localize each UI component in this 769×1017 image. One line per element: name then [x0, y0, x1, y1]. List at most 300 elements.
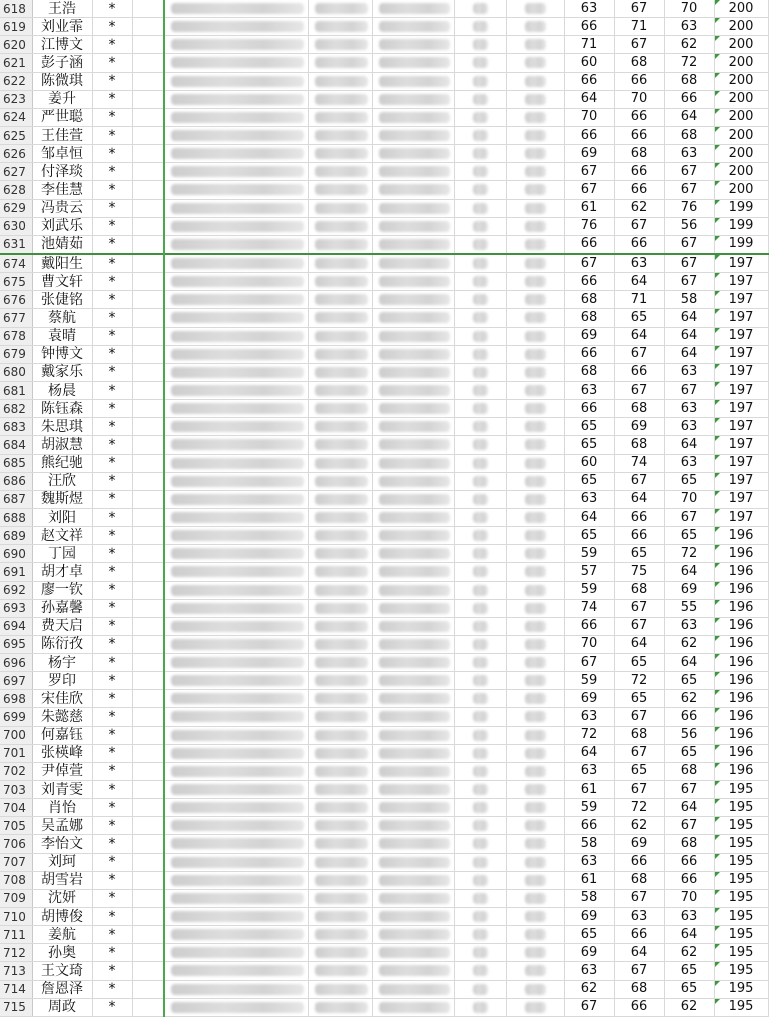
- redacted-cell[interactable]: [454, 381, 506, 399]
- redacted-cell[interactable]: [372, 998, 454, 1016]
- empty-cell[interactable]: [132, 418, 164, 436]
- row-number[interactable]: 627: [0, 163, 32, 181]
- redacted-cell[interactable]: [454, 54, 506, 72]
- table-row[interactable]: [0, 472, 768, 490]
- student-name-cell[interactable]: 张楧峰: [32, 744, 92, 762]
- row-number[interactable]: 715: [0, 998, 32, 1016]
- student-name-cell[interactable]: 池婧茹: [32, 235, 92, 254]
- redacted-cell[interactable]: [454, 273, 506, 291]
- empty-cell[interactable]: [132, 563, 164, 581]
- empty-cell[interactable]: [132, 635, 164, 653]
- row-number[interactable]: 694: [0, 617, 32, 635]
- redacted-cell[interactable]: [372, 199, 454, 217]
- total-score-cell[interactable]: 200: [714, 72, 768, 90]
- redacted-cell[interactable]: [308, 817, 372, 835]
- redacted-cell[interactable]: [506, 654, 564, 672]
- student-name-cell[interactable]: 邹卓恒: [32, 145, 92, 163]
- redacted-cell[interactable]: [308, 18, 372, 36]
- redacted-cell[interactable]: [164, 181, 308, 199]
- redacted-cell[interactable]: [506, 217, 564, 235]
- table-row[interactable]: [0, 108, 768, 126]
- marker-cell[interactable]: *: [92, 291, 132, 309]
- redacted-cell[interactable]: [506, 708, 564, 726]
- score-1-cell[interactable]: 58: [564, 889, 614, 907]
- table-row[interactable]: [0, 871, 768, 889]
- empty-cell[interactable]: [132, 998, 164, 1016]
- redacted-cell[interactable]: [308, 327, 372, 345]
- student-name-cell[interactable]: 杨宇: [32, 654, 92, 672]
- redacted-cell[interactable]: [372, 490, 454, 508]
- total-score-cell[interactable]: 200: [714, 18, 768, 36]
- table-row[interactable]: [0, 908, 768, 926]
- empty-cell[interactable]: [132, 617, 164, 635]
- score-2-cell[interactable]: 67: [614, 617, 664, 635]
- row-number[interactable]: 619: [0, 18, 32, 36]
- redacted-cell[interactable]: [372, 217, 454, 235]
- student-name-cell[interactable]: 詹恩泽: [32, 980, 92, 998]
- total-score-cell[interactable]: 196: [714, 635, 768, 653]
- redacted-cell[interactable]: [372, 18, 454, 36]
- score-1-cell[interactable]: 65: [564, 926, 614, 944]
- redacted-cell[interactable]: [372, 527, 454, 545]
- total-score-cell[interactable]: 197: [714, 418, 768, 436]
- score-2-cell[interactable]: 68: [614, 726, 664, 744]
- total-score-cell[interactable]: 196: [714, 581, 768, 599]
- redacted-cell[interactable]: [308, 835, 372, 853]
- marker-cell[interactable]: *: [92, 400, 132, 418]
- row-number[interactable]: 711: [0, 926, 32, 944]
- redacted-cell[interactable]: [164, 126, 308, 144]
- score-3-cell[interactable]: 69: [664, 581, 714, 599]
- marker-cell[interactable]: *: [92, 273, 132, 291]
- redacted-cell[interactable]: [308, 381, 372, 399]
- score-1-cell[interactable]: 61: [564, 199, 614, 217]
- student-name-cell[interactable]: 钟博文: [32, 345, 92, 363]
- redacted-cell[interactable]: [308, 635, 372, 653]
- redacted-cell[interactable]: [506, 163, 564, 181]
- redacted-cell[interactable]: [372, 235, 454, 254]
- table-row[interactable]: [0, 944, 768, 962]
- total-score-cell[interactable]: 195: [714, 781, 768, 799]
- redacted-cell[interactable]: [454, 762, 506, 780]
- table-row[interactable]: [0, 744, 768, 762]
- redacted-cell[interactable]: [308, 944, 372, 962]
- redacted-cell[interactable]: [308, 853, 372, 871]
- redacted-cell[interactable]: [454, 835, 506, 853]
- redacted-cell[interactable]: [506, 853, 564, 871]
- score-1-cell[interactable]: 66: [564, 18, 614, 36]
- row-number[interactable]: 629: [0, 199, 32, 217]
- marker-cell[interactable]: *: [92, 418, 132, 436]
- empty-cell[interactable]: [132, 581, 164, 599]
- row-number[interactable]: 710: [0, 908, 32, 926]
- redacted-cell[interactable]: [372, 418, 454, 436]
- row-number[interactable]: 620: [0, 36, 32, 54]
- redacted-cell[interactable]: [308, 217, 372, 235]
- redacted-cell[interactable]: [308, 545, 372, 563]
- redacted-cell[interactable]: [308, 273, 372, 291]
- row-number[interactable]: 707: [0, 853, 32, 871]
- total-score-cell[interactable]: 197: [714, 273, 768, 291]
- score-3-cell[interactable]: 72: [664, 545, 714, 563]
- score-3-cell[interactable]: 58: [664, 291, 714, 309]
- score-2-cell[interactable]: 71: [614, 291, 664, 309]
- student-name-cell[interactable]: 李佳慧: [32, 181, 92, 199]
- redacted-cell[interactable]: [454, 217, 506, 235]
- score-1-cell[interactable]: 59: [564, 672, 614, 690]
- redacted-cell[interactable]: [506, 145, 564, 163]
- total-score-cell[interactable]: 195: [714, 962, 768, 980]
- redacted-cell[interactable]: [372, 273, 454, 291]
- redacted-cell[interactable]: [454, 145, 506, 163]
- row-number[interactable]: 701: [0, 744, 32, 762]
- marker-cell[interactable]: *: [92, 799, 132, 817]
- score-3-cell[interactable]: 68: [664, 762, 714, 780]
- row-number[interactable]: 621: [0, 54, 32, 72]
- redacted-cell[interactable]: [372, 508, 454, 526]
- score-3-cell[interactable]: 67: [664, 181, 714, 199]
- redacted-cell[interactable]: [164, 36, 308, 54]
- redacted-cell[interactable]: [164, 871, 308, 889]
- student-name-cell[interactable]: 胡淑慧: [32, 436, 92, 454]
- redacted-cell[interactable]: [164, 436, 308, 454]
- empty-cell[interactable]: [132, 436, 164, 454]
- redacted-cell[interactable]: [308, 54, 372, 72]
- score-1-cell[interactable]: 65: [564, 418, 614, 436]
- score-3-cell[interactable]: 55: [664, 599, 714, 617]
- redacted-cell[interactable]: [506, 254, 564, 273]
- table-row[interactable]: [0, 781, 768, 799]
- redacted-cell[interactable]: [308, 744, 372, 762]
- student-name-cell[interactable]: 陈衍孜: [32, 635, 92, 653]
- score-3-cell[interactable]: 64: [664, 309, 714, 327]
- score-2-cell[interactable]: 64: [614, 490, 664, 508]
- redacted-cell[interactable]: [372, 908, 454, 926]
- redacted-cell[interactable]: [164, 690, 308, 708]
- redacted-cell[interactable]: [164, 708, 308, 726]
- total-score-cell[interactable]: 196: [714, 672, 768, 690]
- row-number[interactable]: 684: [0, 436, 32, 454]
- table-row[interactable]: [0, 36, 768, 54]
- redacted-cell[interactable]: [506, 508, 564, 526]
- score-2-cell[interactable]: 66: [614, 126, 664, 144]
- total-score-cell[interactable]: 200: [714, 108, 768, 126]
- row-number[interactable]: 626: [0, 145, 32, 163]
- score-2-cell[interactable]: 70: [614, 90, 664, 108]
- row-number[interactable]: 625: [0, 126, 32, 144]
- redacted-cell[interactable]: [372, 345, 454, 363]
- redacted-cell[interactable]: [454, 654, 506, 672]
- table-row[interactable]: [0, 90, 768, 108]
- row-number[interactable]: 618: [0, 0, 32, 18]
- score-3-cell[interactable]: 68: [664, 72, 714, 90]
- score-2-cell[interactable]: 65: [614, 309, 664, 327]
- row-number[interactable]: 688: [0, 508, 32, 526]
- score-1-cell[interactable]: 68: [564, 363, 614, 381]
- redacted-cell[interactable]: [506, 291, 564, 309]
- score-1-cell[interactable]: 63: [564, 381, 614, 399]
- redacted-cell[interactable]: [506, 726, 564, 744]
- score-3-cell[interactable]: 70: [664, 490, 714, 508]
- redacted-cell[interactable]: [308, 980, 372, 998]
- student-name-cell[interactable]: 王佳萱: [32, 126, 92, 144]
- table-row[interactable]: [0, 762, 768, 780]
- redacted-cell[interactable]: [308, 254, 372, 273]
- score-3-cell[interactable]: 63: [664, 418, 714, 436]
- table-row[interactable]: [0, 726, 768, 744]
- redacted-cell[interactable]: [164, 18, 308, 36]
- redacted-cell[interactable]: [164, 72, 308, 90]
- row-number[interactable]: 676: [0, 291, 32, 309]
- redacted-cell[interactable]: [372, 108, 454, 126]
- redacted-cell[interactable]: [454, 418, 506, 436]
- total-score-cell[interactable]: 196: [714, 762, 768, 780]
- student-name-cell[interactable]: 吴孟娜: [32, 817, 92, 835]
- redacted-cell[interactable]: [164, 454, 308, 472]
- empty-cell[interactable]: [132, 108, 164, 126]
- student-name-cell[interactable]: 朱懿慈: [32, 708, 92, 726]
- score-2-cell[interactable]: 63: [614, 254, 664, 273]
- row-number[interactable]: 697: [0, 672, 32, 690]
- marker-cell[interactable]: *: [92, 581, 132, 599]
- row-number[interactable]: 690: [0, 545, 32, 563]
- empty-cell[interactable]: [132, 0, 164, 18]
- score-2-cell[interactable]: 63: [614, 908, 664, 926]
- score-1-cell[interactable]: 66: [564, 817, 614, 835]
- redacted-cell[interactable]: [164, 163, 308, 181]
- redacted-cell[interactable]: [454, 36, 506, 54]
- score-1-cell[interactable]: 60: [564, 454, 614, 472]
- table-row[interactable]: [0, 635, 768, 653]
- score-1-cell[interactable]: 71: [564, 36, 614, 54]
- redacted-cell[interactable]: [372, 962, 454, 980]
- table-row[interactable]: [0, 926, 768, 944]
- table-row[interactable]: [0, 454, 768, 472]
- redacted-cell[interactable]: [506, 581, 564, 599]
- table-row[interactable]: [0, 291, 768, 309]
- total-score-cell[interactable]: 197: [714, 490, 768, 508]
- score-1-cell[interactable]: 69: [564, 145, 614, 163]
- score-2-cell[interactable]: 67: [614, 0, 664, 18]
- score-1-cell[interactable]: 67: [564, 181, 614, 199]
- redacted-cell[interactable]: [308, 181, 372, 199]
- score-1-cell[interactable]: 63: [564, 762, 614, 780]
- marker-cell[interactable]: *: [92, 817, 132, 835]
- score-1-cell[interactable]: 64: [564, 508, 614, 526]
- score-2-cell[interactable]: 66: [614, 181, 664, 199]
- score-1-cell[interactable]: 61: [564, 781, 614, 799]
- score-2-cell[interactable]: 66: [614, 926, 664, 944]
- table-row[interactable]: [0, 672, 768, 690]
- student-name-cell[interactable]: 罗印: [32, 672, 92, 690]
- redacted-cell[interactable]: [164, 309, 308, 327]
- score-2-cell[interactable]: 66: [614, 235, 664, 254]
- student-name-cell[interactable]: 宋佳欣: [32, 690, 92, 708]
- student-name-cell[interactable]: 孙嘉馨: [32, 599, 92, 617]
- redacted-cell[interactable]: [506, 635, 564, 653]
- total-score-cell[interactable]: 195: [714, 835, 768, 853]
- redacted-cell[interactable]: [372, 126, 454, 144]
- empty-cell[interactable]: [132, 18, 164, 36]
- redacted-cell[interactable]: [454, 309, 506, 327]
- total-score-cell[interactable]: 200: [714, 145, 768, 163]
- redacted-cell[interactable]: [506, 781, 564, 799]
- redacted-cell[interactable]: [506, 18, 564, 36]
- redacted-cell[interactable]: [454, 327, 506, 345]
- redacted-cell[interactable]: [454, 163, 506, 181]
- redacted-cell[interactable]: [308, 418, 372, 436]
- redacted-cell[interactable]: [308, 108, 372, 126]
- redacted-cell[interactable]: [372, 980, 454, 998]
- empty-cell[interactable]: [132, 400, 164, 418]
- redacted-cell[interactable]: [454, 472, 506, 490]
- redacted-cell[interactable]: [164, 599, 308, 617]
- redacted-cell[interactable]: [454, 490, 506, 508]
- score-2-cell[interactable]: 71: [614, 18, 664, 36]
- score-2-cell[interactable]: 72: [614, 672, 664, 690]
- score-1-cell[interactable]: 58: [564, 835, 614, 853]
- score-3-cell[interactable]: 63: [664, 400, 714, 418]
- marker-cell[interactable]: *: [92, 908, 132, 926]
- score-1-cell[interactable]: 67: [564, 254, 614, 273]
- student-name-cell[interactable]: 付泽琰: [32, 163, 92, 181]
- table-row[interactable]: [0, 309, 768, 327]
- redacted-cell[interactable]: [164, 54, 308, 72]
- score-2-cell[interactable]: 67: [614, 962, 664, 980]
- row-number[interactable]: 709: [0, 889, 32, 907]
- total-score-cell[interactable]: 196: [714, 654, 768, 672]
- student-name-cell[interactable]: 戴家乐: [32, 363, 92, 381]
- student-name-cell[interactable]: 蔡航: [32, 309, 92, 327]
- marker-cell[interactable]: *: [92, 563, 132, 581]
- empty-cell[interactable]: [132, 744, 164, 762]
- score-1-cell[interactable]: 63: [564, 0, 614, 18]
- score-1-cell[interactable]: 59: [564, 581, 614, 599]
- score-2-cell[interactable]: 67: [614, 599, 664, 617]
- student-name-cell[interactable]: 何嘉钰: [32, 726, 92, 744]
- score-2-cell[interactable]: 66: [614, 853, 664, 871]
- redacted-cell[interactable]: [372, 926, 454, 944]
- row-number[interactable]: 691: [0, 563, 32, 581]
- table-row[interactable]: [0, 708, 768, 726]
- redacted-cell[interactable]: [164, 835, 308, 853]
- redacted-cell[interactable]: [454, 254, 506, 273]
- student-name-cell[interactable]: 杨晨: [32, 381, 92, 399]
- marker-cell[interactable]: *: [92, 345, 132, 363]
- table-row[interactable]: [0, 381, 768, 399]
- empty-cell[interactable]: [132, 527, 164, 545]
- score-3-cell[interactable]: 63: [664, 145, 714, 163]
- student-name-cell[interactable]: 丁园: [32, 545, 92, 563]
- marker-cell[interactable]: *: [92, 72, 132, 90]
- score-3-cell[interactable]: 67: [664, 781, 714, 799]
- redacted-cell[interactable]: [506, 799, 564, 817]
- table-row[interactable]: [0, 273, 768, 291]
- marker-cell[interactable]: *: [92, 0, 132, 18]
- redacted-cell[interactable]: [454, 690, 506, 708]
- table-row[interactable]: [0, 72, 768, 90]
- table-row[interactable]: [0, 599, 768, 617]
- redacted-cell[interactable]: [506, 889, 564, 907]
- redacted-cell[interactable]: [308, 871, 372, 889]
- student-name-cell[interactable]: 赵文祥: [32, 527, 92, 545]
- score-3-cell[interactable]: 64: [664, 926, 714, 944]
- score-2-cell[interactable]: 64: [614, 327, 664, 345]
- redacted-cell[interactable]: [164, 327, 308, 345]
- score-1-cell[interactable]: 61: [564, 871, 614, 889]
- redacted-cell[interactable]: [308, 436, 372, 454]
- redacted-cell[interactable]: [308, 163, 372, 181]
- student-name-cell[interactable]: 严世聪: [32, 108, 92, 126]
- redacted-cell[interactable]: [164, 217, 308, 235]
- redacted-cell[interactable]: [372, 690, 454, 708]
- score-3-cell[interactable]: 64: [664, 436, 714, 454]
- table-row[interactable]: [0, 217, 768, 235]
- score-1-cell[interactable]: 70: [564, 108, 614, 126]
- marker-cell[interactable]: *: [92, 708, 132, 726]
- student-name-cell[interactable]: 曹文轩: [32, 273, 92, 291]
- redacted-cell[interactable]: [372, 563, 454, 581]
- table-row[interactable]: [0, 254, 768, 273]
- score-2-cell[interactable]: 66: [614, 508, 664, 526]
- redacted-cell[interactable]: [454, 980, 506, 998]
- redacted-cell[interactable]: [506, 400, 564, 418]
- table-row[interactable]: [0, 617, 768, 635]
- total-score-cell[interactable]: 197: [714, 309, 768, 327]
- redacted-cell[interactable]: [454, 744, 506, 762]
- redacted-cell[interactable]: [506, 980, 564, 998]
- redacted-cell[interactable]: [454, 962, 506, 980]
- score-2-cell[interactable]: 69: [614, 418, 664, 436]
- redacted-cell[interactable]: [164, 926, 308, 944]
- score-2-cell[interactable]: 67: [614, 36, 664, 54]
- marker-cell[interactable]: *: [92, 199, 132, 217]
- empty-cell[interactable]: [132, 726, 164, 744]
- table-row[interactable]: [0, 835, 768, 853]
- row-number[interactable]: 680: [0, 363, 32, 381]
- redacted-cell[interactable]: [372, 545, 454, 563]
- empty-cell[interactable]: [132, 345, 164, 363]
- total-score-cell[interactable]: 196: [714, 690, 768, 708]
- redacted-cell[interactable]: [506, 454, 564, 472]
- score-2-cell[interactable]: 65: [614, 690, 664, 708]
- empty-cell[interactable]: [132, 291, 164, 309]
- redacted-cell[interactable]: [506, 108, 564, 126]
- empty-cell[interactable]: [132, 762, 164, 780]
- score-2-cell[interactable]: 67: [614, 345, 664, 363]
- student-name-cell[interactable]: 汪欣: [32, 472, 92, 490]
- marker-cell[interactable]: *: [92, 235, 132, 254]
- redacted-cell[interactable]: [454, 235, 506, 254]
- score-2-cell[interactable]: 66: [614, 163, 664, 181]
- redacted-cell[interactable]: [454, 635, 506, 653]
- empty-cell[interactable]: [132, 490, 164, 508]
- redacted-cell[interactable]: [308, 708, 372, 726]
- score-1-cell[interactable]: 66: [564, 72, 614, 90]
- redacted-cell[interactable]: [372, 54, 454, 72]
- student-name-cell[interactable]: 胡雪岩: [32, 871, 92, 889]
- empty-cell[interactable]: [132, 690, 164, 708]
- score-1-cell[interactable]: 60: [564, 54, 614, 72]
- empty-cell[interactable]: [132, 72, 164, 90]
- score-1-cell[interactable]: 66: [564, 235, 614, 254]
- row-number[interactable]: 704: [0, 799, 32, 817]
- redacted-cell[interactable]: [164, 853, 308, 871]
- empty-cell[interactable]: [132, 708, 164, 726]
- student-name-cell[interactable]: 江博文: [32, 36, 92, 54]
- score-2-cell[interactable]: 67: [614, 472, 664, 490]
- score-3-cell[interactable]: 62: [664, 635, 714, 653]
